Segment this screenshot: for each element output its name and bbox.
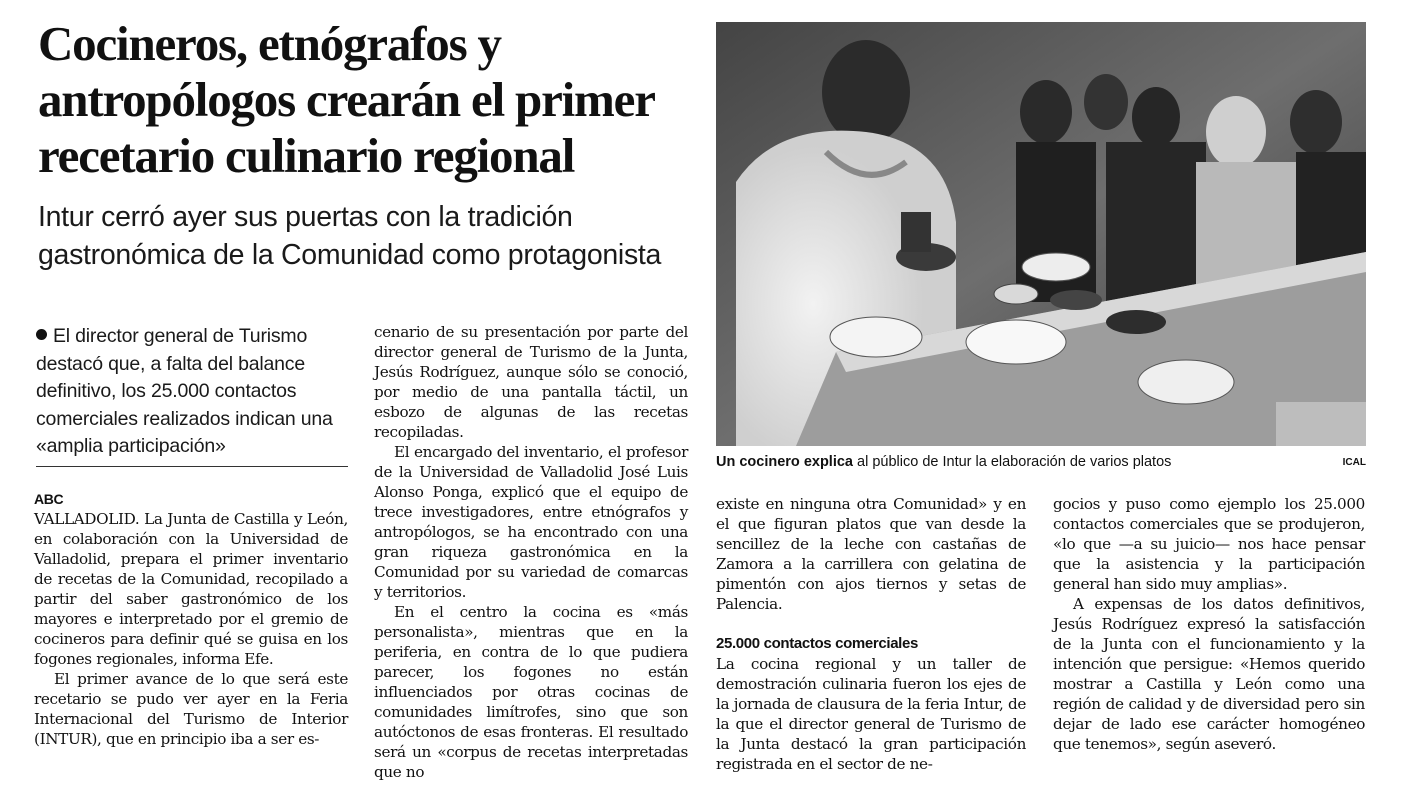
photo-credit: ICAL — [1342, 457, 1366, 468]
summary — [36, 323, 348, 461]
paragraph: existe en ninguna otra Comunidad» y en el que figuran platos que van desde la sencillez de la leche con castañas de Zamora a la carrillera con gelatina de pimentón con ajos tiernos y setas de Palencia. — [716, 495, 1026, 613]
subheadline: Intur cerró ayer sus puertas con la tradición gastronómica de la Comunidad como protagonista — [38, 201, 662, 271]
divider — [36, 466, 348, 467]
paragraph — [34, 509, 348, 669]
paragraph: A expensas de los datos definitivos, Jesús Rodríguez expresó la satisfacción de la Junta con el funcionamiento y la intención que persigue: «Hemos querido mostrar a Castilla y León como una región de calidad y de diversidad pero sin dejar de lado ese carácter homogéneo que tenemos», según aseveró. — [1053, 595, 1365, 753]
column-3 — [716, 494, 1026, 774]
column-1 — [34, 490, 348, 749]
section-heading: 25.000 contactos comerciales — [716, 635, 918, 652]
paragraph-text: La Junta de Castilla y León, en colaboración con la Universidad de Valladolid, prepara el primer inventario de recetas de la Comunidad, recopilado a partir del saber gastronómico de los mayores e interpretado por el gremio de cocineros para definir qué se guisa en los fogones regionales, informa Efe. — [34, 510, 348, 668]
photo-caption — [716, 452, 1366, 472]
paragraph: gocios y puso como ejemplo los 25.000 contactos comerciales que se produjeron, «lo que —a su juicio— nos hace pensar que la asistencia y la participación general han sido muy amplias». — [1053, 495, 1365, 593]
paragraph: cenario de su presentación por parte del director general de Turismo de la Junta, Jesús Rodríguez, aunque sólo se conoció, por medio de una pantalla táctil, un esbozo de algunas de las recetas recopiladas. — [374, 323, 688, 441]
headline: Cocineros, etnógrafos y antropólogos crearán el primer recetario culinario regional — [38, 16, 654, 183]
column-4 — [1053, 494, 1365, 754]
caption-lead: Un cocinero explica — [716, 454, 853, 470]
summary-text: El director general de Turismo destacó que, a falta del balance definitivo, los 25.000 contactos comerciales realizados indican una «amplia participación» — [36, 325, 333, 457]
paragraph: La cocina regional y un taller de demostración culinaria fueron los ejes de la jornada de clausura de la feria Intur, de la que el director general de Turismo de la Junta destacó la gran participación registrada en el sector de ne- — [716, 655, 1026, 773]
bullet-icon — [36, 329, 47, 340]
news-photo — [716, 22, 1366, 446]
caption-text: al público de Intur la elaboración de varios platos — [853, 454, 1172, 470]
paragraph: En el centro la cocina es «más personalista», mientras que en la periferia, en contra de lo que pudiera parecer, los fogones no están influenciados por otras cocinas de comunidades limítrofes, sino que son autóctonos de esas fronteras. El resultado será un «corpus de recetas interpretadas que no — [374, 603, 688, 781]
paragraph: El primer avance de lo que será este recetario se pudo ver ayer en la Feria Internacional del Turismo de Interior (INTUR), que en principio iba a ser es- — [34, 670, 348, 748]
column-2 — [374, 322, 688, 782]
agency-byline: ABC — [34, 491, 64, 507]
dateline: VALLADOLID. — [34, 510, 140, 528]
paragraph: El encargado del inventario, el profesor de la Universidad de Valladolid José Luis Alonso Ponga, explicó que el equipo de trece investigadores, entre etnógrafos y antropólogos, se ha encontrado con una gran riqueza gastronómica en la Comunidad por su variedad de comarcas y territorios. — [374, 443, 688, 601]
